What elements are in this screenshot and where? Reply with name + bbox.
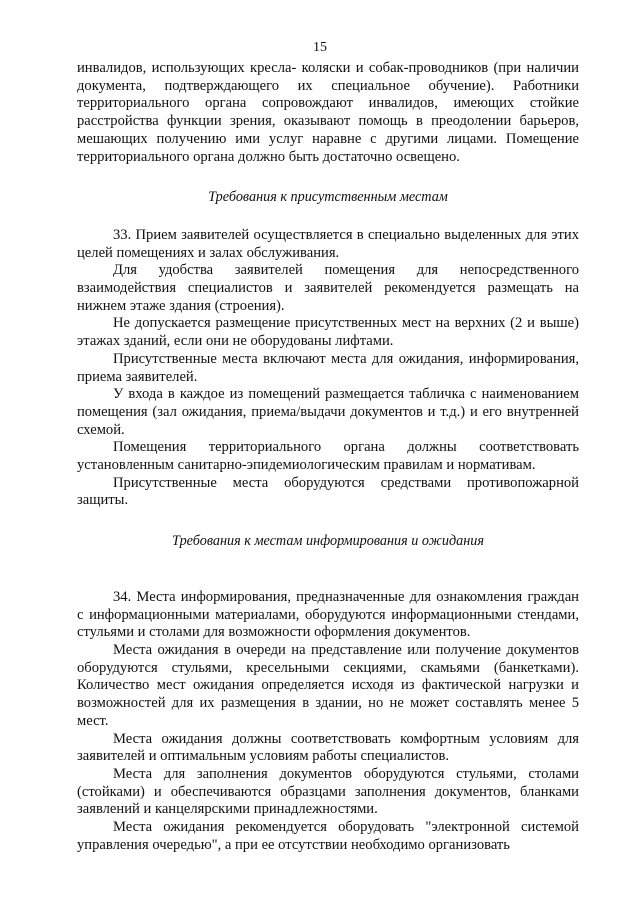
paragraph: Для удобства заявителей помещения для непосредственного взаимодействия специалистов и заявителей рекомендуется размещать на нижнем этаже здания (строения). [77, 262, 579, 314]
paragraph: Присутственные места включают места для ожидания, информирования, приема заявителей. [77, 350, 579, 385]
section-heading-information-waiting: Требования к местам информирования и ожидания [172, 533, 484, 550]
paragraph: Не допускается размещение присутственных мест на верхних (2 и выше) этажах зданий, если они не оборудованы лифтами. [77, 315, 579, 350]
paragraph-continuation: инвалидов, использующих кресла- коляски и собак-проводников (при наличии документа, подтверждающего их специальное обучение). Работники территориального органа сопровождают инвалидов, имеющих стойкие расстройства функции зрения, оказывают помощь в преодолении барьеров, мешающих получению ими услуг наравне с другими лицами. Помещение территориального органа должно быть достаточно освещено. [77, 60, 579, 165]
paragraph: Места ожидания должны соответствовать комфортным условиям для заявителей и оптимальным условиям работы специалистов. [77, 730, 579, 765]
paragraph: Места для заполнения документов оборудуются стульями, столами (стойками) и обеспечиваются образцами заполнения документов, бланками заявлений и канцелярскими принадлежностями. [77, 765, 579, 818]
paragraph: Места ожидания рекомендуется оборудовать "электронной системой управления очередью", а при ее отсутствии необходимо организовать [77, 819, 579, 853]
document-body [77, 60, 579, 854]
paragraph: Помещения территориального органа должны соответствовать установленным санитарно-эпидемиологическим правилам и нормативам. [77, 439, 579, 474]
page-number: 15 [313, 40, 327, 55]
section-heading-attendance-places: Требования к присутственным местам [208, 189, 448, 206]
paragraph: Присутственные места оборудуются средствами противопожарной защиты. [77, 474, 579, 509]
paragraph: У входа в каждое из помещений размещается табличка с наименованием помещения (зал ожидания, приема/выдачи документов и т.д.) и его внутренней схемой. [77, 386, 579, 438]
paragraph: Места ожидания в очереди на представление или получение документов оборудуются стульями, кресельными секциями, скамьями (банкетками). Количество мест ожидания определяется исходя из фактической нагрузки и возможностей для их размещения в здании, но не может составлять менее 5 мест. [77, 641, 579, 729]
paragraph: 34. Места информирования, предназначенные для ознакомления граждан с информационными материалами, оборудуются информационными стендами, стульями и столами для возможности оформления документов. [77, 588, 579, 641]
paragraph: 33. Прием заявителей осуществляется в специально выделенных для этих целей помещениях и залах обслуживания. [77, 226, 579, 261]
